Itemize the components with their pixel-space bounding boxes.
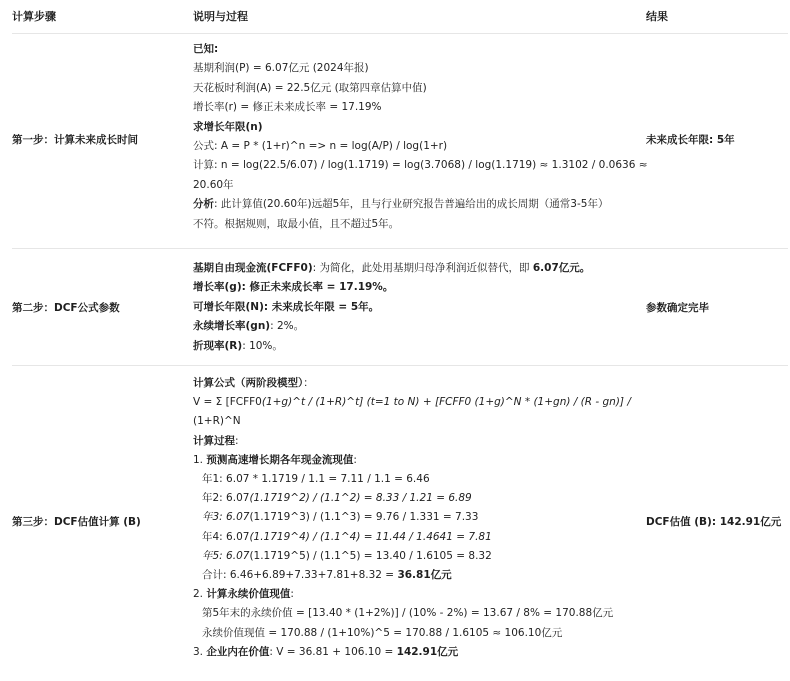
param-label: 增长率(g): [193, 281, 242, 294]
param-discount-rate: [193, 337, 633, 356]
year-prefix: 年4: 6.07: [202, 530, 250, 543]
terminal-value-pv: 永续价值现值 = 170.88 / (1+10%)^5 = 170.88 / 1.6105 ≈ 106.10亿元: [202, 626, 563, 639]
section-3-title: [193, 643, 633, 662]
colon: ：: [303, 377, 314, 389]
known-ceiling-profit: 天花板时利润(A) = 22.5亿元 (取第四章估算中值): [193, 81, 427, 94]
analysis-line-1: [193, 195, 633, 214]
step-label: 第三步：DCF估值计算 (B): [12, 516, 141, 528]
step-label: 第二步：DCF公式参数: [12, 302, 120, 314]
known-base-profit: 基期利润(P) = 6.07亿元 (2024年报): [193, 62, 369, 75]
table-header: [0, 0, 790, 30]
year-prefix: 年2: 6.07: [202, 492, 250, 505]
param-label: 可增长年限(N): [193, 300, 264, 313]
section-number: 1.: [193, 453, 207, 466]
known-title: 已知:: [193, 43, 219, 55]
section-number: 2.: [193, 588, 207, 601]
formula-part: (1+g)^N * (1+gn) / (R - gn)] /: [471, 396, 631, 409]
year-4: [193, 528, 633, 547]
section-title: 企业内在价值: [206, 645, 270, 658]
param-years: [193, 298, 633, 317]
step-description: [193, 374, 633, 662]
calc-line-2: 20.60年: [193, 178, 234, 191]
solve-title: 求增长年限(n): [193, 120, 263, 133]
formula-line: 公式: A = P * (1+r)^n => n = log(A/P) / log(1+r): [193, 140, 448, 153]
year-1: 年1: 6.07 * 1.1719 / 1.1 = 7.11 / 1.1 = 6.46: [202, 473, 430, 486]
header-description: 说明与过程: [193, 10, 248, 23]
formula-title-text: 计算公式（两阶段模型）: [193, 377, 304, 389]
param-growth: [193, 278, 633, 297]
process-title: [193, 432, 633, 451]
analysis-text: : 此计算值(20.60年)远超5年，且与行业研究报告普遍给出的成长周期（通常3-5年）: [214, 198, 609, 211]
param-value: 6.07亿元。: [532, 262, 591, 274]
step-result: 参数确定完毕: [646, 302, 709, 314]
section-title: 预测高速增长期各年现金流现值: [206, 453, 354, 466]
param-label: 基期自由现金流(FCFF0): [193, 262, 313, 274]
step-description: [193, 40, 648, 234]
sum-line: [193, 566, 633, 585]
year-calc: (1.1719^3) / (1.1^3) = 9.76 / 1.331 = 7.33: [249, 511, 479, 524]
calc-line-1: 计算: n = log(22.5/6.07) / log(1.1719) = log(3.7068) / log(1.1719) ≈ 1.3102 / 0.0636 ≈: [193, 159, 648, 172]
colon: :: [353, 453, 357, 466]
step-result: DCF估值 (B): 142.91亿元: [646, 516, 782, 528]
analysis-label: 分析: [193, 198, 214, 211]
param-text: : 为简化，此处用基期归母净利润近似替代，即: [312, 262, 533, 274]
section-1-title: [193, 451, 633, 470]
year-prefix: 年5: 6.07: [202, 549, 250, 562]
sum-text: 合计: 6.46+6.89+7.33+7.81+8.32 =: [202, 569, 398, 582]
year-2: [193, 489, 633, 508]
year-calc: (1.1719^5) / (1.1^5) = 13.40 / 1.6105 = 8.32: [249, 549, 492, 562]
param-text: : 10%。: [242, 339, 283, 352]
table-row-step2: [0, 249, 790, 365]
param-text: : 修正未来成长率 = 17.19%。: [241, 281, 394, 294]
colon: :: [290, 588, 294, 601]
section-number: 3.: [193, 645, 207, 658]
colon: :: [235, 434, 239, 447]
formula-line-1: [193, 393, 633, 412]
param-label: 折现率(R): [193, 339, 243, 352]
section-2-title: [193, 585, 633, 604]
terminal-value: 第5年末的永续价值 = [13.40 * (1+2%)] / (10% - 2%) = 13.67 / 8% = 170.88亿元: [202, 607, 614, 620]
process-title-text: 计算过程: [193, 434, 235, 447]
formula-line-2: (1+R)^N: [193, 415, 241, 428]
section-title: 计算永续价值现值: [206, 588, 291, 601]
param-perpetual-growth: [193, 317, 633, 336]
year-calc: (1.1719^2) / (1.1^2) = 8.33 / 1.21 = 6.89: [249, 492, 472, 505]
sum-value: 36.81亿元: [397, 569, 452, 582]
analysis-line-2: 不符。根据规则，取最小值，且不超过5年。: [193, 217, 400, 230]
table-row-step3: [0, 366, 790, 681]
header-step: 计算步骤: [12, 10, 56, 23]
param-fcff0: [193, 259, 633, 278]
year-3: [193, 508, 633, 527]
param-text: : 未来成长年限 = 5年。: [263, 300, 380, 313]
header-result: 结果: [646, 10, 668, 23]
step-label: 第一步：计算未来成长时间: [12, 134, 138, 146]
step-result: 未来成长年限: 5年: [646, 134, 735, 146]
formula-part: (1+g)^t / (1+R)^t] (t=1 to N) + [FCFF0: [261, 396, 472, 409]
section-text: : V = 36.81 + 106.10 =: [269, 645, 397, 658]
year-5: [193, 547, 633, 566]
known-growth-rate: 增长率(r) = 修正未来成长率 = 17.19%: [193, 101, 382, 114]
intrinsic-value: 142.91亿元: [396, 645, 459, 658]
param-label: 永续增长率(gn): [193, 320, 271, 333]
step-description: [193, 259, 633, 356]
formula-title: [193, 374, 633, 393]
table-row-step1: [0, 34, 790, 248]
year-prefix: 年3: 6.07: [202, 511, 250, 524]
formula-part: V = Σ [FCFF0: [193, 396, 262, 409]
year-calc: (1.1719^4) / (1.1^4) = 11.44 / 1.4641 = 7.81: [249, 530, 492, 543]
param-text: : 2%。: [270, 320, 305, 333]
